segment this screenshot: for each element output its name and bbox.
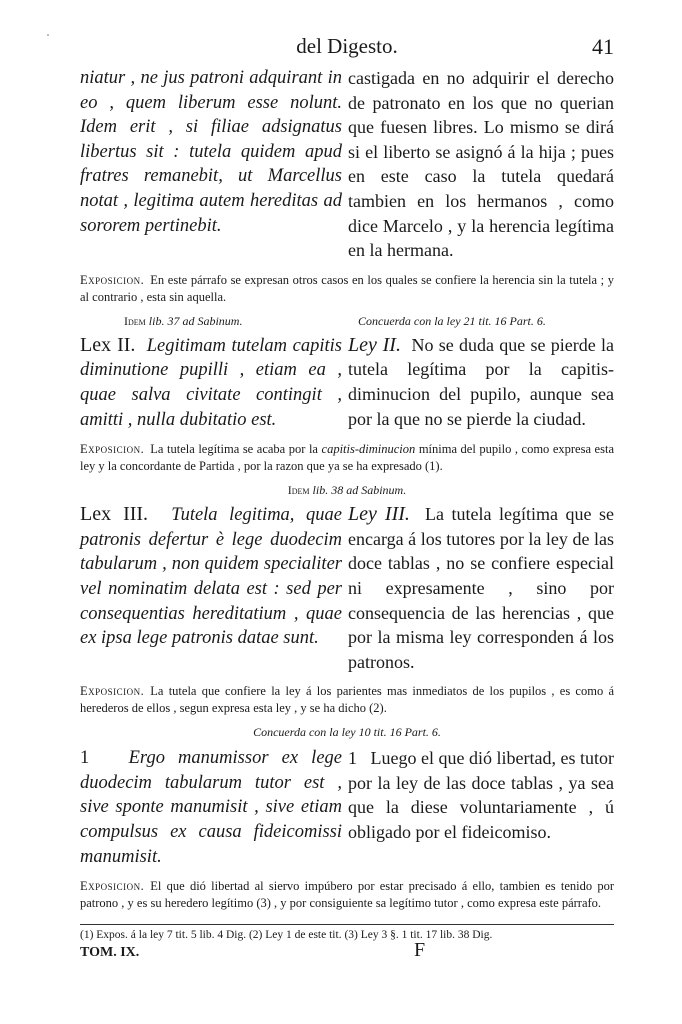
signature-mark: F (414, 939, 426, 962)
specks (47, 34, 49, 36)
latin-text: Legitimam tutelam capitis diminutione pupilli , etiam ea , quae salva civitate contingit , amitti , nulla dubitatio est. (80, 335, 342, 430)
latin-column (80, 333, 342, 432)
latin-text: niatur , ne jus patroni adquirant in eo , quem liberum esse nolunt. Idem erit , si filiae adsignatus libertus sit : tutela quidem apud fratres remanebit, ut Marcellus notat , legitima autem hereditas ad sororem pertinebit. (80, 68, 342, 236)
footnotes: (1) Expos. á la ley 7 tit. 5 lib. 4 Dig. (2) Ley 1 de este tit. (3) Ley 3 §. 1 tit. 17 lib. 38 Dig. (80, 929, 493, 942)
source-reference (80, 314, 342, 329)
spanish-text: Luego el que dió libertad, es tutor por la ley de las doce tablas , ya sea que la diese voluntariamente , ú obligado por el fideicomiso. (348, 748, 615, 843)
exposition-2 (80, 441, 614, 475)
source-book: lib. 37 ad Sabinum. (148, 313, 243, 328)
text-block-1 (80, 66, 614, 263)
spanish-text: No se duda que se pierde la tutela legítima por la capitis-diminucion del pupilo, aunque sea por la que no se pierde la ciudad. (348, 334, 615, 429)
latin-column (80, 746, 342, 869)
spanish-text: castigada en no adquirir el derecho de patronato en los que no querian que fuesen libres. Lo mismo se dirá si el liberto se asignó á la hija ; pues en este caso la tutela quedará tambien en los hermanos , como dice Marcelo , y la herencia legítima en la hermana. (348, 68, 614, 261)
exposition-text-end: mínima del pupilo , como expresa esta ley y la concordante de Partida , por la razon que ya se ha expresado (1). (80, 442, 614, 474)
exposition-1 (80, 272, 614, 306)
exposition-label: Exposicion. (80, 684, 145, 699)
source-author: Idem (287, 483, 310, 498)
exposition-4 (80, 878, 614, 912)
exposition-3 (80, 683, 614, 717)
reference-line-2 (80, 314, 614, 329)
page-number: 41 (592, 34, 614, 59)
running-header (80, 34, 614, 66)
spanish-column (348, 746, 614, 869)
latin-column (80, 502, 342, 674)
exposition-text: La tutela legítima se acaba por la (150, 442, 318, 457)
spanish-column (348, 502, 614, 674)
paragraph-number: 1 (348, 748, 357, 769)
volume-label: TOM. IX. (80, 945, 140, 961)
source-reference-3 (80, 483, 614, 498)
latin-column (80, 66, 342, 263)
exposition-term: capitis-diminucion (321, 442, 416, 457)
source-book: lib. 38 ad Sabinum. (312, 483, 407, 498)
ley-heading: Ley III. (348, 503, 410, 526)
latin-text: Tutela legitima, quae patronis defertur è lege duodecim tabularum , non quidem specialiter vel nominatim delata est : sed per consequentias hereditatium , quae ex ipsa lege patronis datae sunt. (80, 505, 342, 649)
text-block-4 (80, 746, 614, 869)
source-author: Idem (124, 313, 146, 328)
exposition-text: El que dió libertad al siervo impúbero por estar precisado á ello, tambien es tenido por patrono , y es su heredero legítimo (3) , y por consiguiente sa legítimo tutor , como expresa este párrafo. (80, 879, 614, 911)
page-footer (80, 939, 614, 967)
text-block-3 (80, 502, 614, 674)
exposition-text: En este párrafo se expresan otros casos en los quales se confiere la herencia sin la tutela ; y al contrario , esta sin aquella. (80, 272, 614, 304)
page (80, 34, 614, 967)
footnote-divider (80, 924, 614, 925)
exposition-label: Exposicion. (80, 442, 145, 457)
lex-heading: Lex II. (80, 333, 136, 356)
ley-heading: Ley II. (348, 333, 401, 356)
text-block-2 (80, 333, 614, 432)
concordance-reference-4: Concuerda con la ley 10 tit. 16 Part. 6. (253, 725, 441, 740)
spanish-text: La tutela legítima que se encarga á los tutores por la ley de las doce tablas , no se confiere especial ni expresamente , sino por consequencia de las herencias , que por la misma ley corresponden á los patronos. (348, 504, 615, 672)
exposition-label: Exposicion. (80, 272, 145, 287)
page-title: del Digesto. (296, 34, 398, 58)
concordance-reference: Concuerda con la ley 21 tit. 16 Part. 6. (358, 313, 546, 328)
exposition-text: La tutela que confiere la ley á los parientes mas inmediatos de los pupilos , es como á herederos de ellos , segun expresa esta ley , y se ha dicho (2). (80, 684, 614, 716)
exposition-label: Exposicion. (80, 879, 145, 894)
paragraph-number: 1 (80, 748, 90, 769)
spanish-column (348, 333, 614, 432)
spanish-column (348, 66, 614, 263)
lex-heading: Lex III. (80, 503, 149, 526)
latin-text: Ergo manumissor ex lege duodecim tabularum tutor est , sive sponte manumisit , sive etiam compulsus ex causa fideicomissi manumisit. (80, 748, 342, 867)
